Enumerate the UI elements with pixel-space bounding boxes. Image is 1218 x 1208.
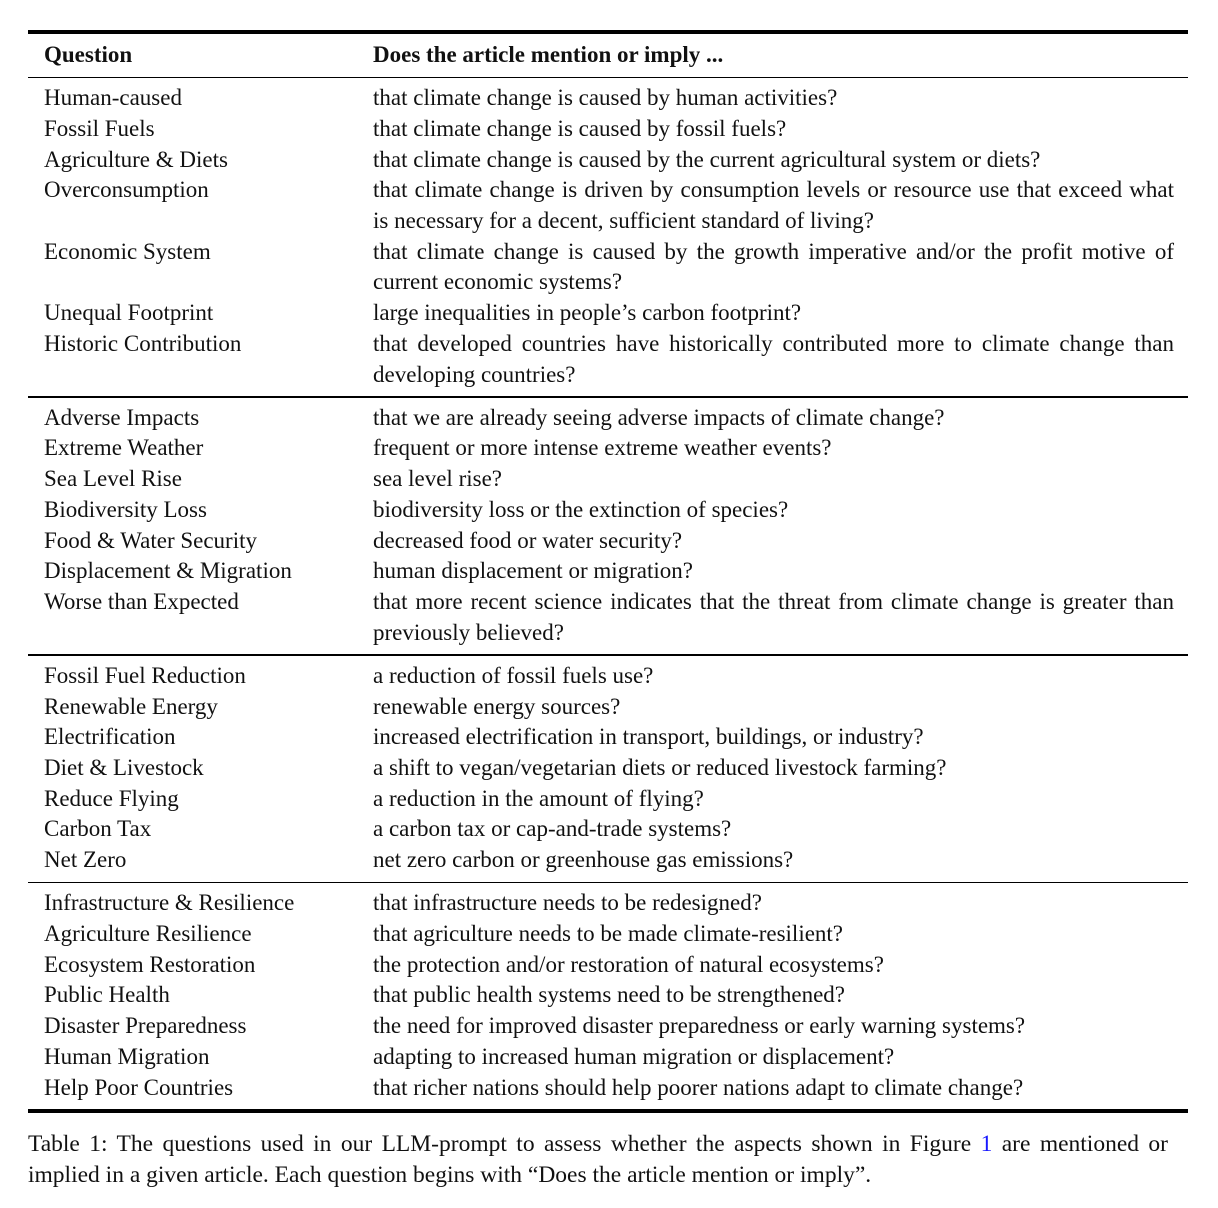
question-text: that infrastructure needs to be redesigned? — [373, 890, 762, 916]
table-row — [28, 464, 1188, 495]
question-text: human displacement or migration? — [373, 558, 693, 584]
question-text: sea level rise? — [373, 466, 502, 492]
table-row — [28, 433, 1188, 464]
question-label: Disaster Preparedness — [44, 1013, 247, 1039]
table-row — [28, 814, 1188, 845]
table-row — [28, 845, 1188, 876]
table-row — [28, 919, 1188, 950]
table-row — [28, 175, 1188, 236]
question-text: the protection and/or restoration of natural ecosystems? — [373, 951, 884, 977]
question-text: that climate change is caused by the growth imperative and/or the profit motive of current economic systems? — [373, 238, 1174, 295]
question-text: frequent or more intense extreme weather events? — [373, 435, 832, 461]
table-row — [28, 329, 1188, 390]
question-label: Agriculture & Diets — [44, 146, 228, 172]
table-row — [28, 950, 1188, 981]
table-row — [28, 83, 1188, 114]
question-label: Infrastructure & Resilience — [44, 890, 295, 916]
table-row — [28, 587, 1188, 648]
question-text: that richer nations should help poorer nations adapt to climate change? — [373, 1074, 1024, 1100]
table-section — [28, 398, 1188, 655]
table-section — [28, 883, 1188, 1109]
question-label: Carbon Tax — [44, 816, 152, 842]
questions-table — [28, 30, 1188, 1113]
question-text: net zero carbon or greenhouse gas emissions? — [373, 847, 794, 873]
question-text: the need for improved disaster preparedness or early warning systems? — [373, 1013, 1026, 1039]
table-row — [28, 784, 1188, 815]
table-row — [28, 1042, 1188, 1073]
question-label: Fossil Fuels — [44, 115, 155, 141]
question-text: that climate change is caused by the current agricultural system or diets? — [373, 146, 1041, 172]
table-section — [28, 78, 1188, 396]
question-label: Sea Level Rise — [44, 466, 182, 492]
question-label: Historic Contribution — [44, 330, 242, 356]
question-text: that climate change is driven by consumption levels or resource use that exceed what is necessary for a decent, sufficient standard of living? — [373, 177, 1174, 234]
header-description: Does the article mention or imply ... — [373, 42, 724, 67]
table-row — [28, 722, 1188, 753]
question-text: that climate change is caused by human activities? — [373, 85, 838, 111]
table-row — [28, 980, 1188, 1011]
question-label: Human-caused — [44, 85, 182, 111]
question-text: that developed countries have historically contributed more to climate change than developing countries? — [373, 330, 1174, 387]
table-row — [28, 1011, 1188, 1042]
question-label: Worse than Expected — [44, 588, 239, 614]
table-caption — [28, 1129, 1168, 1191]
question-label: Overconsumption — [44, 177, 209, 203]
table-section — [28, 656, 1188, 882]
question-label: Electrification — [44, 724, 176, 750]
question-text: a reduction of fossil fuels use? — [373, 662, 654, 688]
question-label: Adverse Impacts — [44, 404, 200, 430]
question-label: Renewable Energy — [44, 693, 218, 719]
question-label: Food & Water Security — [44, 527, 257, 553]
caption-prefix: Table 1: The questions used in our LLM-prompt to assess whether the aspects shown in Figure — [28, 1131, 981, 1157]
question-text: renewable energy sources? — [373, 693, 621, 719]
question-text: that climate change is caused by fossil fuels? — [373, 115, 787, 141]
question-label: Biodiversity Loss — [44, 496, 207, 522]
question-text: that we are already seeing adverse impacts of climate change? — [373, 404, 945, 430]
question-text: adapting to increased human migration or displacement? — [373, 1043, 895, 1069]
question-label: Help Poor Countries — [44, 1074, 234, 1100]
table-row — [28, 145, 1188, 176]
figure-link[interactable]: 1 — [980, 1131, 993, 1157]
question-text: that more recent science indicates that the threat from climate change is greater than previously believed? — [373, 588, 1174, 645]
question-label: Net Zero — [44, 847, 127, 873]
question-label: Diet & Livestock — [44, 754, 204, 780]
question-label: Agriculture Resilience — [44, 920, 252, 946]
table-row — [28, 556, 1188, 587]
table-row — [28, 237, 1188, 298]
question-text: that public health systems need to be strengthened? — [373, 982, 846, 1008]
question-label: Ecosystem Restoration — [44, 951, 256, 977]
table-row — [28, 1073, 1188, 1104]
table-row — [28, 298, 1188, 329]
table-row — [28, 403, 1188, 434]
question-text: that agriculture needs to be made climate-resilient? — [373, 920, 844, 946]
table-row — [28, 661, 1188, 692]
question-label: Unequal Footprint — [44, 300, 214, 326]
question-text: a shift to vegan/vegetarian diets or reduced livestock farming? — [373, 754, 947, 780]
question-text: biodiversity loss or the extinction of species? — [373, 496, 789, 522]
table-body — [28, 78, 1188, 1109]
table-header-row — [28, 34, 1188, 77]
table-row — [28, 692, 1188, 723]
caption-suffix: are mentioned or implied in a given article. Each question begins with “Does the article mention or imply”. — [28, 1131, 1169, 1188]
question-label: Reduce Flying — [44, 785, 179, 811]
table-row — [28, 888, 1188, 919]
question-text: decreased food or water security? — [373, 527, 683, 553]
question-label: Economic System — [44, 238, 211, 264]
header-question: Question — [44, 42, 133, 67]
question-text: a carbon tax or cap-and-trade systems? — [373, 816, 732, 842]
table-row — [28, 114, 1188, 145]
question-label: Public Health — [44, 982, 170, 1008]
question-text: increased electrification in transport, buildings, or industry? — [373, 724, 924, 750]
question-text: a reduction in the amount of flying? — [373, 785, 704, 811]
question-label: Fossil Fuel Reduction — [44, 662, 246, 688]
question-label: Displacement & Migration — [44, 558, 292, 584]
question-label: Human Migration — [44, 1043, 210, 1069]
table-row — [28, 526, 1188, 557]
bottom-rule — [28, 1109, 1188, 1113]
question-text: large inequalities in people’s carbon footprint? — [373, 300, 802, 326]
table-row — [28, 753, 1188, 784]
question-label: Extreme Weather — [44, 435, 204, 461]
table-row — [28, 495, 1188, 526]
